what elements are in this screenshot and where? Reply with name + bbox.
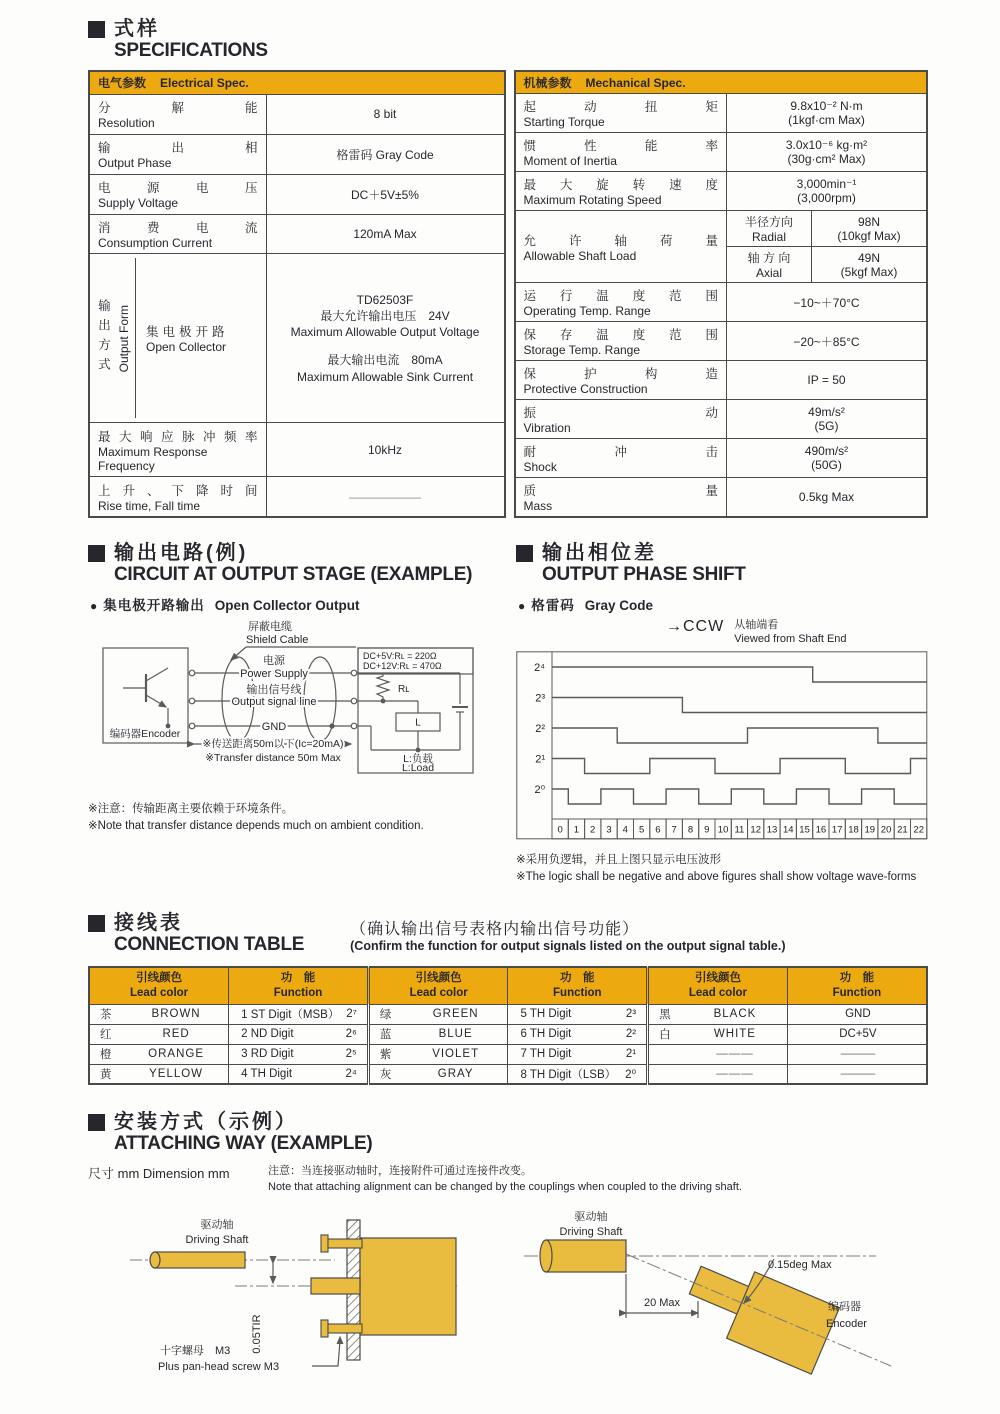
open-collector-circuit-diagram xyxy=(88,618,508,790)
col-header-lead-color: 引线颜色 Lead color xyxy=(89,967,229,1004)
svg-text:8: 8 xyxy=(687,824,694,836)
row-label-mass: 质量 Mass xyxy=(515,478,727,518)
circuit-title-zh: 输出电路(例) xyxy=(114,542,249,565)
driving-shaft-label-en: Driving Shaft xyxy=(559,1225,623,1238)
circuit-note xyxy=(88,801,516,836)
encoder-box-label: 编码器Encoder xyxy=(109,728,181,741)
svg-text:6: 6 xyxy=(655,824,661,836)
gray-code-waveform xyxy=(516,651,928,846)
row-value-operating-temp: −10~＋70°C xyxy=(727,283,928,322)
attaching-title-zh: 安装方式（示例） xyxy=(114,1111,298,1134)
connection-title-en: CONNECTION TABLE xyxy=(114,934,305,956)
transfer-distance-zh: ※传送距离50m以下(Ic=20mA) xyxy=(202,738,344,751)
row-label-shaft-load: 允许轴荷量 Allowable Shaft Load xyxy=(515,211,727,283)
phase-note-zh: ※采用负逻辑，并且上图只显示电压波形 xyxy=(516,853,722,866)
signal-label-zh: 输出信号线 xyxy=(246,684,302,697)
output-form-label-en: Output Form xyxy=(116,304,131,372)
screw-label-en: Plus pan-head screw M3 xyxy=(158,1360,280,1373)
row-label-supply-voltage: 电源电压 Supply Voltage xyxy=(89,174,266,214)
driving-shaft-body xyxy=(546,1240,626,1272)
section-square-marker xyxy=(516,545,533,562)
row-label-max-response: 最大响应脉冲频率 Maximum Response Frequency xyxy=(89,423,266,477)
specifications-title xyxy=(88,18,928,62)
power-label-en: Power Supply xyxy=(240,668,308,681)
col-header-lead-color: 引线颜色 Lead color xyxy=(648,967,788,1004)
svg-text:10: 10 xyxy=(717,824,729,836)
phase-note-en: ※The logic shall be negative and above figures shall show voltage wave-forms xyxy=(516,871,917,884)
row-value-supply-voltage: DC＋5V±5% xyxy=(266,174,505,214)
svg-text:18: 18 xyxy=(848,824,859,836)
col-header-function: 功 能 Function xyxy=(229,967,369,1004)
bullet-icon: ● xyxy=(518,599,526,614)
driving-shaft-body xyxy=(155,1252,245,1268)
svg-text:4: 4 xyxy=(622,824,628,836)
specifications-title-en: SPECIFICATIONS xyxy=(114,40,268,61)
svg-text:2⁰: 2⁰ xyxy=(534,783,545,796)
row-value-shock: 490m/s² (50G) xyxy=(727,439,928,478)
svg-text:1: 1 xyxy=(573,824,580,836)
section-square-marker xyxy=(88,1114,105,1131)
connection-note-en: (Confirm the function for output signals listed on the output signal table.) xyxy=(350,939,786,954)
row-value-rotating-speed: 3,000min⁻¹ (3,000rpm) xyxy=(727,172,928,211)
row-value-starting-torque: 9.8x10⁻² N·m (1kgf·cm Max) xyxy=(727,94,928,133)
electrical-spec-header: 电气参数 Electrical Spec. xyxy=(89,71,505,95)
row-value-rise-fall: —————— xyxy=(266,477,505,517)
open-collector-en: Open Collector xyxy=(146,340,227,355)
phase-title-zh: 输出相位差 xyxy=(542,542,657,565)
row-label-output-phase: 输出相 Output Phase xyxy=(89,134,266,174)
row-label-rotating-speed: 最大旋转速度 Maximum Rotating Speed xyxy=(515,172,727,211)
shield-cable-label-en: Shield Cable xyxy=(246,634,309,647)
section-square-marker xyxy=(88,545,105,562)
driving-shaft-label-zh: 驱动轴 xyxy=(200,1218,234,1231)
row-value-output-form: TD62503F 最大允许输出电压 24V Maximum Allowable Output Voltage 最大输出电流 80mA Maximum Allowable Sink Current xyxy=(266,254,505,423)
load-box-letter: L xyxy=(415,717,421,729)
svg-text:2⁴: 2⁴ xyxy=(534,661,545,674)
screw-label-zh: 十字螺母 M3 xyxy=(160,1344,231,1357)
svg-text:9: 9 xyxy=(704,824,710,836)
circuit-note-en: ※Note that transfer distance depends much on ambient condition. xyxy=(88,820,424,833)
section-connection-table xyxy=(88,912,928,1085)
svg-text:12: 12 xyxy=(750,824,761,836)
svg-text:5: 5 xyxy=(638,824,645,836)
mechanical-spec-header: 机械参数 Mechanical Spec. xyxy=(515,71,928,94)
circuit-title-en: CIRCUIT AT OUTPUT STAGE (EXAMPLE) xyxy=(114,564,473,586)
row-value-inertia: 3.0x10⁻⁶ kg·m² (30g·cm² Max) xyxy=(727,133,928,172)
row-label-consumption-current: 消费电流 Consumption Current xyxy=(89,214,266,254)
circuit-note-zh: ※注意：传输距离主要依赖于环境条件。 xyxy=(88,803,294,816)
shaft-load-radial-value: 98N (10kgf Max) xyxy=(812,211,928,247)
encoder-body xyxy=(360,1238,456,1335)
viewed-from-zh: 从轴端看 xyxy=(734,619,779,632)
col-header-function: 功 能 Function xyxy=(508,967,648,1004)
connection-title-zh: 接线表 xyxy=(114,912,183,935)
load-legend-en: L:Load xyxy=(401,762,435,775)
shield-cable-label-zh: 屏蔽电缆 xyxy=(248,621,292,634)
shaft-load-axial-value: 49N (5kgf Max) xyxy=(812,247,928,283)
svg-text:21: 21 xyxy=(897,824,908,836)
phase-note xyxy=(516,852,928,887)
encoder-shaft xyxy=(311,1278,360,1294)
row-value-vibration: 49m/s² (5G) xyxy=(727,400,928,439)
connection-title xyxy=(88,912,304,956)
driving-shaft-label-zh: 驱动轴 xyxy=(574,1210,608,1223)
svg-text:2¹: 2¹ xyxy=(535,753,545,766)
svg-text:2²: 2² xyxy=(535,722,545,735)
col-header-lead-color: 引线颜色 Lead color xyxy=(368,967,508,1004)
svg-text:7: 7 xyxy=(671,824,677,836)
flange-mount-drawing xyxy=(100,1206,490,1396)
output-form-label-zh: 输出方式 xyxy=(96,299,111,378)
row-label-output-form xyxy=(89,254,266,423)
row-label-operating-temp: 运行温度范围 Operating Temp. Range xyxy=(515,283,727,322)
connection-table xyxy=(88,966,928,1085)
section-square-marker xyxy=(88,915,105,932)
gray-code-subhead: ● 格雷码 Gray Code xyxy=(518,598,654,614)
row-value-storage-temp: −20~＋85°C xyxy=(727,322,928,361)
gap-dimension: 20 Max xyxy=(643,1296,681,1309)
row-value-consumption-current: 120mA Max xyxy=(266,214,505,254)
section-circuit xyxy=(88,542,516,886)
attaching-note xyxy=(268,1163,742,1196)
viewed-from-en: Viewed from Shaft End xyxy=(734,633,847,646)
attaching-note-en: Note that attaching alignment can be changed by the couplings when coupled to the driving shaft. xyxy=(268,1181,742,1194)
svg-text:20: 20 xyxy=(880,824,892,836)
shaft-load-radial-label: 半径方向 Radial xyxy=(727,211,812,247)
section-square-marker xyxy=(88,21,105,38)
section-attaching-way xyxy=(88,1111,928,1406)
phase-shift-title xyxy=(516,542,928,586)
svg-text:15: 15 xyxy=(799,824,810,836)
row-label-starting-torque: 起动扭矩 Starting Torque xyxy=(515,94,727,133)
table-row: 黄 YELLOW 4 TH Digit 2⁴ 灰 GRAY 8 TH Digit（LSB） 2⁰ ——— ——— xyxy=(89,1064,927,1084)
open-collector-output-subhead: ● 集电极开路输出 Open Collector Output xyxy=(90,598,360,614)
ccw-arrow-label: →CCW xyxy=(666,618,725,636)
bullet-icon: ● xyxy=(90,599,98,614)
svg-text:3: 3 xyxy=(606,824,612,836)
section-specifications xyxy=(88,18,928,518)
attaching-note-zh: 注意：当连接驱动轴时，连接附件可通过连接件改变。 xyxy=(268,1164,532,1177)
load-legend-zh: L:负载 xyxy=(403,753,433,766)
row-label-vibration: 振动 Vibration xyxy=(515,400,727,439)
specifications-title-zh: 式样 xyxy=(114,18,160,40)
table-row: 橙 ORANGE 3 RD Digit 2⁵ 紫 VIOLET 7 TH Digit 2¹ ——— ——— xyxy=(89,1044,927,1064)
attaching-title xyxy=(88,1111,928,1155)
svg-text:22: 22 xyxy=(913,824,924,836)
table-row: 红 RED 2 ND Digit 2⁶ 蓝 BLUE 6 TH Digit 2² 白 WHITE DC+5V xyxy=(89,1024,927,1044)
row-label-resolution: 分解能 Resolution xyxy=(89,94,266,134)
ccw-annotation xyxy=(666,618,928,647)
encoder-label-en: Encoder xyxy=(826,1317,867,1330)
row-label-shock: 耐冲击 Shock xyxy=(515,439,727,478)
attaching-title-en: ATTACHING WAY (EXAMPLE) xyxy=(114,1133,373,1155)
svg-text:2: 2 xyxy=(590,824,596,836)
rl-5v-value: DC+5V:Rʟ = 220Ω xyxy=(363,651,437,662)
phase-title-en: OUTPUT PHASE SHIFT xyxy=(542,564,746,586)
gnd-label: GND xyxy=(261,721,287,734)
power-label-zh: 电源 xyxy=(263,655,285,668)
rl-label: Rʟ xyxy=(398,684,410,696)
circuit-title xyxy=(88,542,516,586)
row-label-inertia: 惯性能率 Moment of Inertia xyxy=(515,133,727,172)
svg-text:17: 17 xyxy=(831,824,843,836)
encoder-label-zh: 编码器 xyxy=(828,1300,861,1313)
row-value-mass: 0.5kg Max xyxy=(727,478,928,518)
row-value-output-phase: 格雷码 Gray Code xyxy=(266,134,505,174)
load-resistor xyxy=(377,673,389,701)
connection-note-zh: （确认输出信号表格内输出信号功能） xyxy=(350,921,640,939)
mechanical-spec-table xyxy=(514,70,929,519)
rl-12v-value: DC+12V:Rʟ = 470Ω xyxy=(363,661,442,672)
svg-text:2³: 2³ xyxy=(535,692,545,705)
electrical-spec-table xyxy=(88,70,506,519)
section-phase-shift xyxy=(516,542,928,886)
row-value-resolution: 8 bit xyxy=(266,94,505,134)
angle-dimension: 0.15deg Max xyxy=(768,1258,832,1271)
svg-text:19: 19 xyxy=(864,824,876,836)
pan-head-screw-bottom xyxy=(321,1320,328,1337)
col-header-function: 功 能 Function xyxy=(787,967,927,1004)
connection-note xyxy=(350,916,785,953)
row-label-storage-temp: 保存温度范围 Storage Temp. Range xyxy=(515,322,727,361)
driving-shaft-label-en: Driving Shaft xyxy=(185,1233,249,1246)
svg-text:11: 11 xyxy=(734,824,745,836)
svg-text:14: 14 xyxy=(783,824,794,836)
shaft-load-axial-label: 轴 方 向 Axial xyxy=(727,247,812,283)
spec-tables-row xyxy=(88,70,928,519)
row-value-protective: IP = 50 xyxy=(727,361,928,400)
table-row: 茶 BROWN 1 ST Digit（MSB） 2⁷ 绿 GREEN 5 TH Digit 2³ 黑 BLACK GND xyxy=(89,1004,927,1024)
row-label-rise-fall: 上升、下降时间 Rise time, Fall time xyxy=(89,477,266,517)
svg-text:0: 0 xyxy=(557,824,563,836)
row-label-protective: 保护构造 Protective Construction xyxy=(515,361,727,400)
dimension-label: 尺寸 mm Dimension mm xyxy=(88,1165,230,1181)
signal-label-en: Output signal line xyxy=(231,696,317,709)
transfer-distance-en: ※Transfer distance 50m Max xyxy=(205,752,341,765)
open-collector-zh: 集电极开路 xyxy=(146,325,229,340)
tir-dimension: 0.05TIR xyxy=(251,1314,263,1354)
row-value-max-response: 10kHz xyxy=(266,423,505,477)
pan-head-screw-top xyxy=(321,1235,328,1252)
svg-text:13: 13 xyxy=(766,824,778,836)
coupling-alignment-drawing xyxy=(516,1206,928,1406)
svg-text:16: 16 xyxy=(815,824,827,836)
